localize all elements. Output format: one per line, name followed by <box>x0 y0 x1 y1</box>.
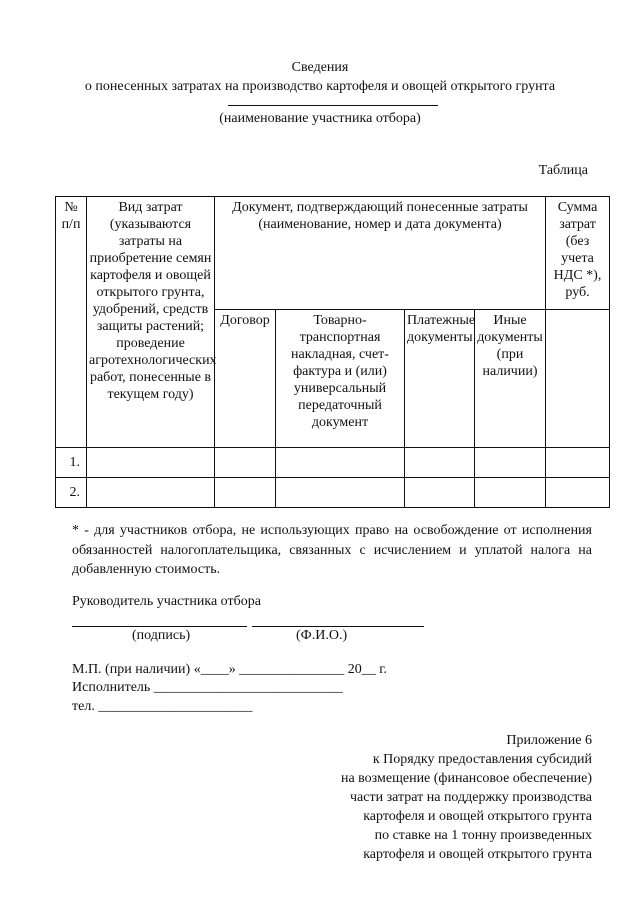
appendix-note <box>341 731 592 864</box>
table-cell[interactable] <box>215 448 276 478</box>
head-label: Руководитель участника отбора <box>72 594 261 609</box>
appendix-line: картофеля и овощей открытого грунта <box>363 847 592 862</box>
table-cell[interactable] <box>87 478 215 508</box>
table-cell[interactable] <box>546 478 610 508</box>
header-other-docs: Иные документы (при наличии) <box>475 310 546 448</box>
document-subtitle: о понесенных затратах на производство картофеля и овощей открытого грунта <box>84 79 556 94</box>
signature-caption: (подпись) <box>132 628 191 643</box>
participant-caption: (наименование участника отбора) <box>219 111 421 126</box>
row-number: 1. <box>56 448 87 478</box>
header-contract: Договор <box>215 310 276 448</box>
document-title: Сведения <box>291 60 349 75</box>
participant-name-line[interactable] <box>228 105 438 106</box>
executor-line: Исполнитель ___________________________ <box>72 680 343 695</box>
table-cell[interactable] <box>405 448 475 478</box>
header-payment-docs: Платежные документы <box>405 310 475 448</box>
header-sum: Сумма затрат (без учета НДС *), руб. <box>546 197 610 310</box>
header-sum-blank <box>546 310 610 448</box>
signature-line[interactable] <box>72 626 247 627</box>
row-number: 2. <box>56 478 87 508</box>
table-row <box>56 478 610 508</box>
appendix-line: по ставке на 1 тонну произведенных <box>374 828 592 843</box>
full-name-line[interactable] <box>252 626 424 627</box>
table-cell[interactable] <box>405 478 475 508</box>
stamp-date-line: М.П. (при наличии) «____» _______________ 20__ г. <box>72 662 387 677</box>
table-row <box>56 448 610 478</box>
table-cell[interactable] <box>475 478 546 508</box>
header-number: № п/п <box>56 197 87 448</box>
phone-line: тел. ______________________ <box>72 699 253 714</box>
header-invoice: Товарно-транспортная накладная, счет-фактура и (или) универсальный передаточный документ <box>276 310 405 448</box>
header-cost-type: Вид затрат (указываются затраты на приобретение семян картофеля и овощей открытого грунта, удобрений, средств защиты растений; проведение агротехнологических работ, понесенные в текущем году) <box>87 197 215 448</box>
appendix-line: к Порядку предоставления субсидий <box>372 752 592 767</box>
appendix-line: на возмещение (финансовое обеспечение) <box>340 771 592 786</box>
appendix-line: Приложение 6 <box>506 733 592 748</box>
table-cell[interactable] <box>87 448 215 478</box>
table-cell[interactable] <box>276 448 405 478</box>
vat-footnote: * - для участников отбора, не использующих право на освобождение от исполнения обязанностей налогоплательщика, связанных с исчислением и уплатой налога на добавленную стоимость. <box>72 523 592 577</box>
header-document: Документ, подтверждающий понесенные затраты (наименование, номер и дата документа) <box>215 197 546 310</box>
table-cell[interactable] <box>546 448 610 478</box>
full-name-caption: (Ф.И.О.) <box>296 628 348 643</box>
table-caption: Таблица <box>538 163 588 178</box>
table-cell[interactable] <box>276 478 405 508</box>
table-cell[interactable] <box>215 478 276 508</box>
table-cell[interactable] <box>475 448 546 478</box>
document-heading <box>0 58 640 96</box>
costs-table <box>55 196 610 508</box>
appendix-line: картофеля и овощей открытого грунта <box>363 809 592 824</box>
appendix-line: части затрат на поддержку производства <box>350 790 592 805</box>
